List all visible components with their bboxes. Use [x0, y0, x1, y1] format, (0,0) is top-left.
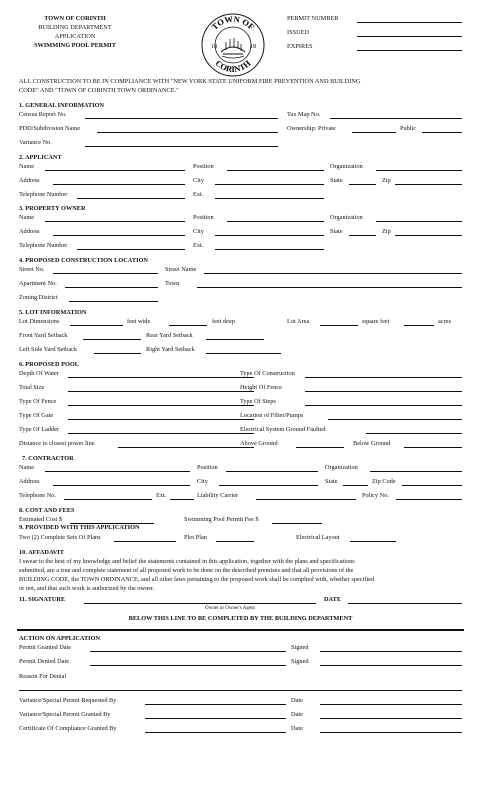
estimated-cost-label: Estimated Cost $: [19, 516, 63, 523]
variance-granted-field[interactable]: [145, 718, 286, 719]
ownership-label: Ownership: Private: [287, 125, 336, 132]
contractor-organization-label: Organization: [325, 464, 358, 471]
date2-label: Date: [291, 711, 303, 718]
street-no-label: Street No.: [19, 266, 45, 273]
type-fence-field[interactable]: [68, 405, 254, 406]
town-seal: [200, 12, 266, 78]
contractor-zip-label: Zip Code: [372, 478, 396, 485]
owner-zip-label: Zip: [382, 228, 391, 235]
liability-carrier-field[interactable]: [256, 499, 356, 500]
applicant-zip-field[interactable]: [395, 184, 462, 185]
lot-depth-field[interactable]: [169, 325, 207, 326]
electrical-ground-label: Electrical System Ground Faulted: [240, 426, 326, 433]
applicant-city-label: City: [193, 177, 204, 184]
date3-label: Date: [291, 725, 303, 732]
applicant-zip-label: Zip: [382, 177, 391, 184]
filter-location-label: Location of Filter/Pumps: [240, 412, 304, 419]
total-size-field[interactable]: [68, 391, 254, 392]
svg-text:TOWN OF: TOWN OF: [209, 13, 257, 32]
zoning-label: Zoning District: [19, 294, 58, 301]
plot-plan-field[interactable]: [216, 541, 254, 542]
left-setback-label: Left Side Yard Setback: [19, 346, 78, 353]
street-name-label: Street Name: [165, 266, 197, 273]
right-setback-field[interactable]: [206, 353, 281, 354]
section-lot-title: 5. LOT INFORMATION: [19, 309, 87, 316]
svg-text:18: 18: [211, 44, 217, 50]
lot-dimensions-label: Lot Dimensions: [19, 318, 60, 325]
permit-number-field[interactable]: [357, 22, 462, 23]
feet-wide-label: feet wide: [127, 318, 151, 325]
signed2-field[interactable]: [320, 665, 462, 666]
apartment-field[interactable]: [65, 287, 158, 288]
variance-field[interactable]: [85, 146, 278, 147]
owner-telephone-field[interactable]: [77, 249, 185, 250]
census-label: Census Report No.: [19, 111, 67, 118]
pdd-label: PDD/Subdivision Name: [19, 125, 81, 132]
signature-field[interactable]: [84, 603, 316, 604]
depth-label: Depth Of Water: [19, 370, 59, 377]
section-provided-title: 9. PROVIDED WITH THIS APPLICATION: [19, 524, 140, 531]
section-affidavit-title: 10. AFFADAVIT: [19, 549, 64, 556]
applicant-position-field[interactable]: [227, 170, 324, 171]
rear-setback-field[interactable]: [206, 339, 264, 340]
contractor-ext-field[interactable]: [170, 499, 194, 500]
type-gate-field[interactable]: [68, 419, 254, 420]
applicant-city-field[interactable]: [215, 184, 324, 185]
owner-position-field[interactable]: [227, 221, 324, 222]
apartment-label: Apartment No.: [19, 280, 57, 287]
permit-granted-field[interactable]: [90, 651, 286, 652]
expires-label: EXPIRES: [287, 43, 313, 50]
street-no-field[interactable]: [53, 273, 158, 274]
contractor-telephone-label: Telephone No.: [19, 492, 56, 499]
contractor-position-label: Position: [197, 464, 218, 471]
owner-ext-label: Ext.: [193, 242, 204, 249]
public-label: Public: [400, 125, 417, 132]
zoning-field[interactable]: [69, 301, 158, 302]
owner-agent-caption: Owner or Owner's Agent: [205, 606, 255, 611]
section-owner-title: 3. PROPERTY OWNER: [19, 205, 86, 212]
owner-name-label: Name: [19, 214, 35, 221]
section-signature-title: 11. SIGNATURE: [19, 596, 66, 603]
certificate-compliance-field[interactable]: [145, 732, 286, 733]
pdd-field[interactable]: [97, 132, 278, 133]
type-steps-label: Type Of Steps: [240, 398, 276, 405]
certificate-compliance-label: Certificate Of Compliance Granted By: [19, 725, 117, 732]
variance-requested-label: Variance/Special Permit Requested By: [19, 697, 117, 704]
applicant-address-label: Address: [19, 177, 40, 184]
lot-area-field[interactable]: [320, 325, 358, 326]
taxmap-label: Tax Map No.: [287, 111, 321, 118]
plans-field[interactable]: [114, 541, 176, 542]
applicant-position-label: Position: [193, 163, 214, 170]
type-gate-label: Type Of Gate: [19, 412, 54, 419]
issued-field[interactable]: [357, 36, 462, 37]
applicant-organization-label: Organization: [330, 163, 363, 170]
owner-telephone-label: Telephone Number: [19, 242, 68, 249]
census-field[interactable]: [85, 118, 278, 119]
owner-state-field[interactable]: [349, 235, 376, 236]
owner-position-label: Position: [193, 214, 214, 221]
filter-location-field[interactable]: [328, 419, 462, 420]
date1-label: Date: [291, 697, 303, 704]
section-location-title: 4. PROPOSED CONSTRUCTION LOCATION: [19, 257, 148, 264]
permit-fee-field[interactable]: [272, 523, 322, 524]
permit-number-label: PERMIT NUMBER: [287, 15, 339, 22]
section-general-title: 1. GENERAL INFORMATION: [19, 102, 105, 109]
applicant-address-field[interactable]: [53, 184, 185, 185]
below-line-notice: BELOW THIS LINE TO BE COMPLETED BY THE BUILDING DEPARTMENT: [128, 615, 353, 622]
signed2-label: Signed: [291, 658, 309, 665]
section-applicant-title: 2. APPLICANT: [19, 154, 62, 161]
ownership-private-field[interactable]: [352, 132, 396, 133]
owner-address-label: Address: [19, 228, 40, 235]
electrical-layout-label: Electrical Layout: [296, 534, 340, 541]
permit-granted-label: Permit Granted Date: [19, 644, 72, 651]
issued-label: ISSUED: [287, 29, 310, 36]
contractor-address-label: Address: [19, 478, 40, 485]
applicant-organization-field[interactable]: [376, 170, 462, 171]
town-field[interactable]: [197, 287, 462, 288]
section-contractor-title: 7. CONTRACTOR: [22, 455, 74, 462]
lot-width-field[interactable]: [70, 325, 123, 326]
contractor-address-field[interactable]: [53, 485, 190, 486]
owner-city-label: City: [193, 228, 204, 235]
application-label: APPLICATION: [54, 33, 96, 40]
signed1-field[interactable]: [320, 651, 462, 652]
dept-name: BUILDING DEPARTMENT: [38, 24, 112, 31]
applicant-name-label: Name: [19, 163, 35, 170]
liability-carrier-label: Liability Carrier: [197, 492, 239, 499]
contractor-organization-field[interactable]: [370, 471, 462, 472]
reason-denial-field[interactable]: [19, 690, 462, 691]
section-cost-title: 8. COST AND FEES: [19, 507, 75, 514]
rear-setback-label: Rear Yard Setback: [146, 332, 193, 339]
applicant-state-label: State: [330, 177, 343, 184]
owner-zip-field[interactable]: [395, 235, 462, 236]
below-ground-field[interactable]: [404, 447, 462, 448]
applicant-ext-field[interactable]: [215, 198, 324, 199]
affidavit-line1: I swear to the best of my knowledge and belief the statements contained in this application, together with the plans and specifications: [19, 558, 355, 565]
lot-acres-field[interactable]: [404, 325, 434, 326]
applicant-ext-label: Ext.: [193, 191, 204, 198]
svg-text:CORINTH: CORINTH: [213, 57, 253, 75]
svg-text:18: 18: [250, 44, 256, 50]
affidavit-line3: BUILDING CODE, the TOWN ORDINANCE, and all other laws pertaining to the proposed work shall be complied with, whether specified: [19, 576, 375, 583]
compliance-notice-line1: ALL CONSTRUCTION TO BE IN COMPLIANCE WITH "NEW YORK STATE UNIFORM FIRE PREVENTION AND BUILDING: [19, 78, 361, 85]
variance-granted-label: Variance/Special Permit Granted By: [19, 711, 111, 718]
type-ladder-field[interactable]: [68, 433, 254, 434]
signature-date-label: DATE: [324, 596, 342, 603]
below-ground-label: Below Ground: [353, 440, 391, 447]
owner-state-label: State: [330, 228, 343, 235]
reason-denial-label: Reason For Denial: [19, 673, 67, 680]
contractor-ext-label: Ext.: [156, 492, 167, 499]
front-setback-field[interactable]: [83, 339, 141, 340]
compliance-notice-line2: CODE" AND "TOWN OF CORINTH TOWN ORDINANCE.": [19, 87, 179, 94]
electrical-layout-field[interactable]: [350, 541, 396, 542]
owner-organization-field[interactable]: [376, 221, 462, 222]
acres-label: acres: [438, 318, 451, 325]
signed1-label: Signed: [291, 644, 309, 651]
date2-field[interactable]: [320, 718, 462, 719]
affidavit-line4: or not, and that such work is authorized by the owner.: [19, 585, 155, 592]
owner-address-field[interactable]: [53, 235, 185, 236]
contractor-state-field[interactable]: [343, 485, 368, 486]
variance-label: Variance No.: [19, 139, 52, 146]
affidavit-line2: submitted, are a true and complete statement of all proposed work to be done on the described premises and that all provisions of the: [19, 567, 354, 574]
date1-field[interactable]: [320, 704, 462, 705]
contractor-city-field[interactable]: [219, 485, 318, 486]
applicant-name-field[interactable]: [45, 170, 185, 171]
permit-title: SWIMMING POOL PERMIT: [34, 42, 116, 49]
signature-date-field[interactable]: [348, 603, 462, 604]
owner-name-field[interactable]: [45, 221, 185, 222]
right-setback-label: Right Yard Setback: [146, 346, 195, 353]
plans-label: Two (2) Complete Sets Of Plans: [19, 534, 101, 541]
above-ground-label: Above Ground: [240, 440, 278, 447]
expires-field[interactable]: [357, 50, 462, 51]
permit-denied-field[interactable]: [90, 665, 286, 666]
type-fence-label: Type Of Fence: [19, 398, 57, 405]
above-ground-field[interactable]: [296, 447, 344, 448]
action-title: ACTION ON APPLICATION: [19, 635, 101, 642]
town-name: TOWN OF CORINTH: [44, 15, 106, 22]
depth-field[interactable]: [68, 377, 254, 378]
contractor-name-label: Name: [19, 464, 35, 471]
contractor-city-label: City: [197, 478, 208, 485]
policy-no-field[interactable]: [396, 499, 462, 500]
contractor-name-field[interactable]: [45, 471, 190, 472]
electrical-ground-field[interactable]: [366, 433, 462, 434]
permit-fee-label: Swimming Pool Permit Fee $: [184, 516, 259, 523]
total-size-label: Total Size: [19, 384, 45, 391]
ownership-public-field[interactable]: [422, 132, 462, 133]
applicant-state-field[interactable]: [349, 184, 376, 185]
power-line-distance-field[interactable]: [118, 447, 254, 448]
type-construction-label: Type Of Construction: [240, 370, 295, 377]
policy-no-label: Policy No.: [362, 492, 389, 499]
owner-organization-label: Organization: [330, 214, 363, 221]
permit-denied-label: Permit Denied Date: [19, 658, 70, 665]
contractor-telephone-field[interactable]: [64, 499, 152, 500]
contractor-position-field[interactable]: [226, 471, 318, 472]
height-fence-field[interactable]: [305, 391, 462, 392]
applicant-telephone-label: Telephone Number: [19, 191, 68, 198]
applicant-telephone-field[interactable]: [77, 198, 185, 199]
town-label: Town: [165, 280, 180, 287]
power-line-distance-label: Distance to closest power line: [19, 440, 95, 447]
date3-field[interactable]: [320, 732, 462, 733]
type-construction-field[interactable]: [305, 377, 462, 378]
front-setback-label: Front Yard Setback: [19, 332, 68, 339]
square-feet-label: square feet: [362, 318, 390, 325]
contractor-state-label: State: [325, 478, 338, 485]
owner-ext-field[interactable]: [215, 249, 324, 250]
height-fence-label: Height Of Fence: [240, 384, 282, 391]
type-ladder-label: Type Of Ladder: [19, 426, 60, 433]
type-steps-field[interactable]: [305, 405, 462, 406]
contractor-zip-field[interactable]: [402, 485, 462, 486]
owner-city-field[interactable]: [215, 235, 324, 236]
taxmap-field[interactable]: [330, 118, 462, 119]
variance-requested-field[interactable]: [145, 704, 286, 705]
section-pool-title: 6. PROPOSED POOL: [19, 361, 79, 368]
feet-deep-label: feet deep: [212, 318, 235, 325]
lot-area-label: Lot Area: [287, 318, 310, 325]
street-name-field[interactable]: [204, 273, 462, 274]
left-setback-field[interactable]: [94, 353, 141, 354]
divider: [17, 629, 464, 631]
plot-plan-label: Plot Plan: [184, 534, 207, 541]
